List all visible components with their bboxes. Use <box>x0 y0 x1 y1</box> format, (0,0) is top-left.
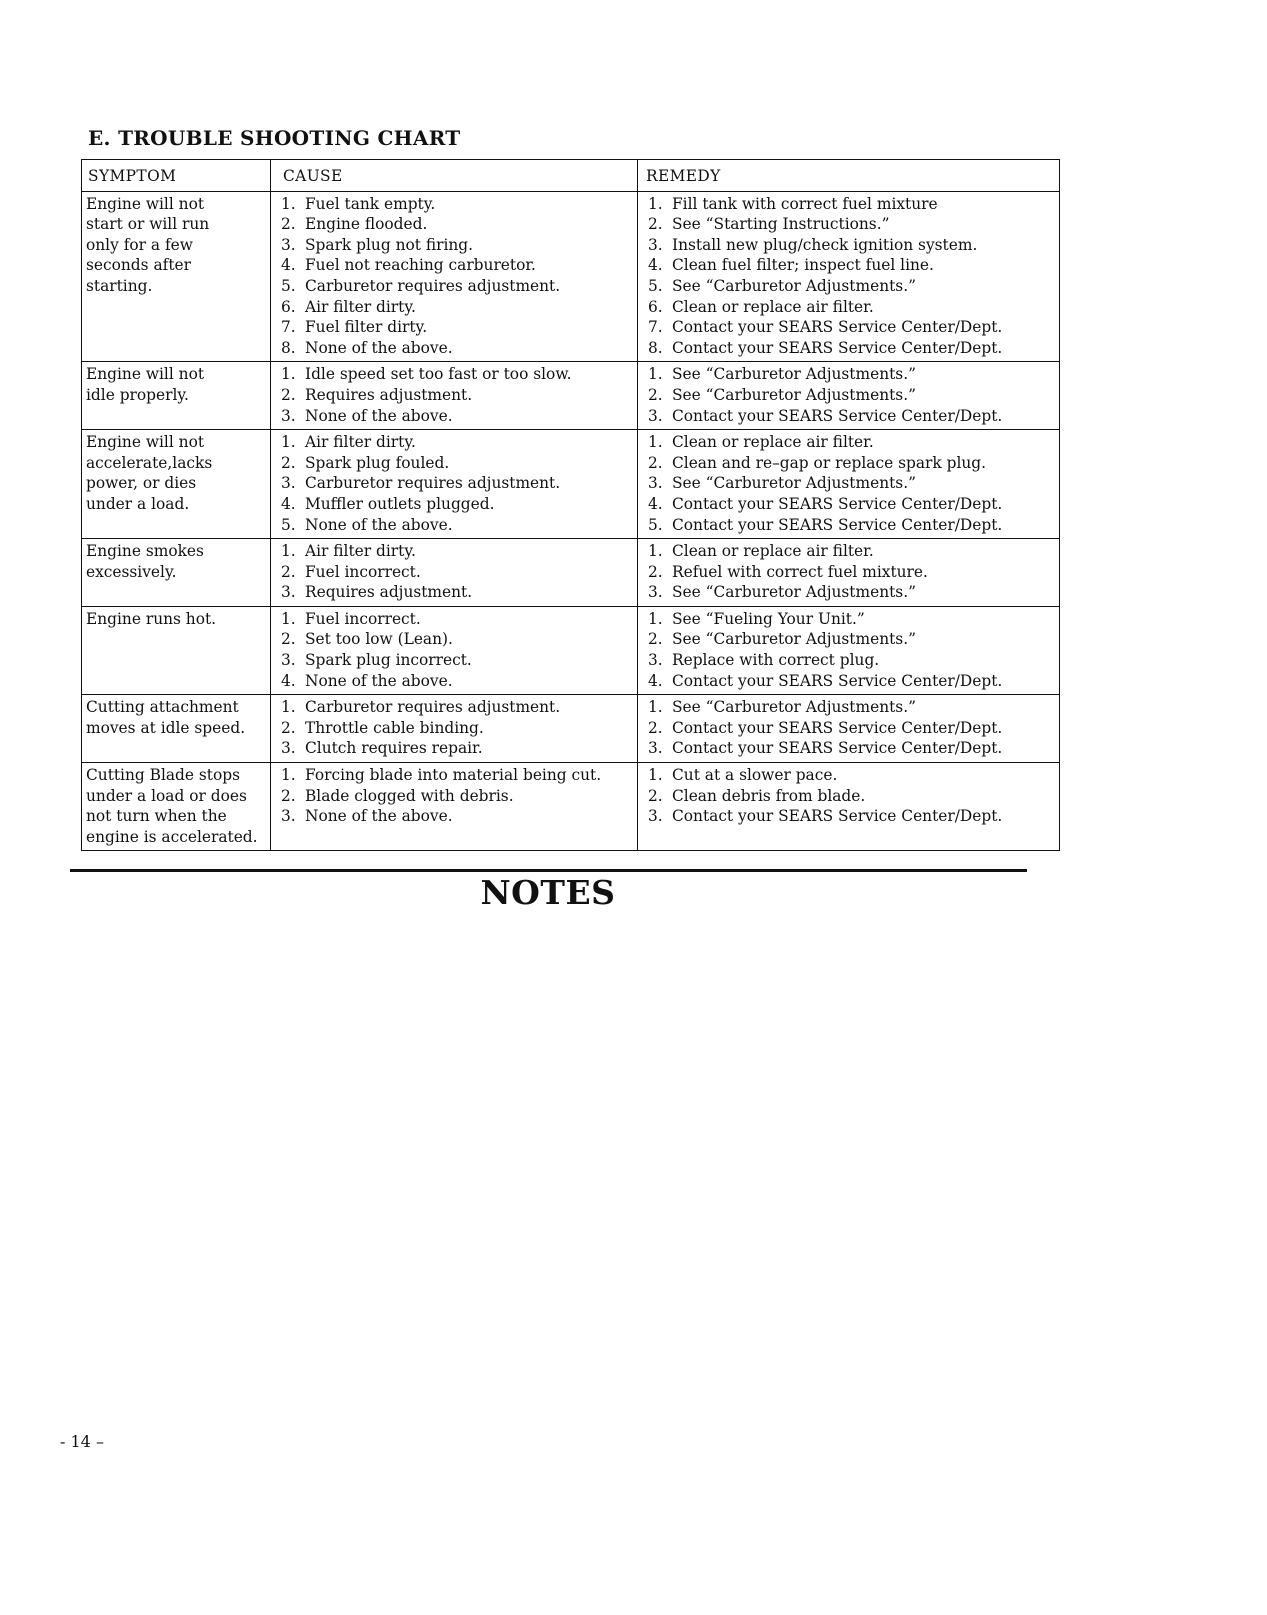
cause-item-number: 1. <box>281 766 296 785</box>
remedy-item-text: Contact your SEARS Service Center/Dept. <box>672 318 1003 337</box>
symptom-cell <box>82 695 271 763</box>
cause-cell <box>271 539 638 607</box>
symptom-line: idle properly. <box>86 385 189 404</box>
cause-item <box>281 235 633 256</box>
remedy-item <box>648 214 1055 235</box>
cause-item-text: Fuel incorrect. <box>305 562 421 581</box>
remedy-item-number: 7. <box>648 318 663 337</box>
remedy-item <box>648 494 1055 515</box>
remedy-list <box>648 194 1055 359</box>
remedy-item-text: Clean fuel filter; inspect fuel line. <box>672 256 934 275</box>
cause-item-text: Engine flooded. <box>305 215 428 234</box>
symptom-line: seconds after <box>86 256 191 275</box>
cause-item-text: None of the above. <box>305 406 453 425</box>
cause-item-text: Muffler outlets plugged. <box>305 494 495 513</box>
symptom-line: Cutting attachment <box>86 698 239 717</box>
remedy-item <box>648 806 1055 827</box>
cause-item <box>281 338 633 359</box>
remedy-item <box>648 582 1055 603</box>
remedy-item <box>648 697 1055 718</box>
remedy-item <box>648 718 1055 739</box>
cause-item-number: 3. <box>281 739 296 758</box>
cause-item-text: Carburetor requires adjustment. <box>305 276 561 295</box>
symptom-cell <box>82 606 271 694</box>
remedy-item-text: Contact your SEARS Service Center/Dept. <box>672 406 1003 425</box>
remedy-item <box>648 786 1055 807</box>
remedy-item-text: Clean or replace air filter. <box>672 542 874 561</box>
cause-item-text: Air filter dirty. <box>305 433 416 452</box>
remedy-item-number: 3. <box>648 474 663 493</box>
remedy-item-number: 1. <box>648 433 663 452</box>
remedy-item-number: 3. <box>648 651 663 670</box>
cause-item-text: Throttle cable binding. <box>305 718 484 737</box>
symptom-line: excessively. <box>86 562 177 581</box>
remedy-item-number: 6. <box>648 297 663 316</box>
cause-item <box>281 629 633 650</box>
remedy-item <box>648 671 1055 692</box>
table-body <box>82 191 1060 851</box>
remedy-item-text: Contact your SEARS Service Center/Dept. <box>672 515 1003 534</box>
remedy-item <box>648 194 1055 215</box>
remedy-item-number: 5. <box>648 515 663 534</box>
symptom-line: power, or dies <box>86 474 197 493</box>
cause-item-number: 1. <box>281 365 296 384</box>
cause-item-text: Air filter dirty. <box>305 542 416 561</box>
symptom-line: starting. <box>86 276 153 295</box>
remedy-cell <box>638 763 1060 851</box>
remedy-item-text: See “Carburetor Adjustments.” <box>672 583 916 602</box>
remedy-item <box>648 765 1055 786</box>
remedy-item-number: 2. <box>648 215 663 234</box>
cause-item-text: Fuel not reaching carburetor. <box>305 256 536 275</box>
section-title: E. TROUBLE SHOOTING CHART <box>88 126 461 150</box>
cause-item <box>281 473 633 494</box>
cause-item-text: None of the above. <box>305 515 453 534</box>
cause-item <box>281 515 633 536</box>
table-header-row <box>82 160 1060 192</box>
remedy-item <box>648 738 1055 759</box>
remedy-item-text: See “Starting Instructions.” <box>672 215 890 234</box>
cause-item-number: 2. <box>281 562 296 581</box>
remedy-item-number: 2. <box>648 562 663 581</box>
cause-list <box>281 364 633 426</box>
cause-list <box>281 697 633 759</box>
remedy-item <box>648 255 1055 276</box>
symptom-cell <box>82 539 271 607</box>
remedy-item-text: Contact your SEARS Service Center/Dept. <box>672 739 1003 758</box>
cause-item-number: 1. <box>281 698 296 717</box>
remedy-cell <box>638 430 1060 539</box>
cause-item <box>281 453 633 474</box>
cause-item-text: None of the above. <box>305 807 453 826</box>
cause-item-number: 3. <box>281 583 296 602</box>
header-remedy: REMEDY <box>638 160 1060 192</box>
symptom-cell <box>82 362 271 430</box>
symptom-line: Cutting Blade stops <box>86 766 240 785</box>
remedy-cell <box>638 362 1060 430</box>
cause-item <box>281 432 633 453</box>
cause-item-number: 4. <box>281 256 296 275</box>
cause-item-text: Forcing blade into material being cut. <box>305 766 602 785</box>
cause-item-number: 6. <box>281 297 296 316</box>
cause-list <box>281 609 633 691</box>
remedy-item <box>648 453 1055 474</box>
cause-item <box>281 317 633 338</box>
cause-item <box>281 214 633 235</box>
section-divider <box>70 869 1027 872</box>
remedy-item-number: 3. <box>648 406 663 425</box>
page-number: - 14 – <box>60 1432 104 1451</box>
table-row <box>82 362 1060 430</box>
cause-item <box>281 494 633 515</box>
remedy-item-text: Contact your SEARS Service Center/Dept. <box>672 338 1003 357</box>
cause-item <box>281 385 633 406</box>
remedy-item-number: 1. <box>648 766 663 785</box>
cause-item-number: 4. <box>281 671 296 690</box>
cause-item-text: Set too low (Lean). <box>305 630 453 649</box>
cause-item-number: 1. <box>281 542 296 561</box>
remedy-item <box>648 650 1055 671</box>
remedy-cell <box>638 606 1060 694</box>
symptom-line: Engine smokes <box>86 542 204 561</box>
cause-item-text: None of the above. <box>305 671 453 690</box>
remedy-cell <box>638 191 1060 362</box>
remedy-item-text: Fill tank with correct fuel mixture <box>672 194 938 213</box>
cause-item <box>281 276 633 297</box>
remedy-item <box>648 432 1055 453</box>
remedy-item-text: Clean and re–gap or replace spark plug. <box>672 453 987 472</box>
remedy-item-number: 1. <box>648 698 663 717</box>
cause-item-number: 3. <box>281 807 296 826</box>
cause-item-text: Fuel incorrect. <box>305 609 421 628</box>
trouble-shooting-table <box>81 159 1060 851</box>
cause-list <box>281 765 633 827</box>
remedy-item-text: Refuel with correct fuel mixture. <box>672 562 928 581</box>
cause-item-number: 7. <box>281 318 296 337</box>
remedy-cell <box>638 695 1060 763</box>
symptom-line: start or will run <box>86 215 210 234</box>
remedy-item-number: 5. <box>648 276 663 295</box>
cause-item-text: Spark plug incorrect. <box>305 651 472 670</box>
cause-item-text: Blade clogged with debris. <box>305 786 514 805</box>
remedy-item <box>648 317 1055 338</box>
cause-item <box>281 541 633 562</box>
remedy-item <box>648 541 1055 562</box>
remedy-item <box>648 515 1055 536</box>
symptom-line: engine is accelerated. <box>86 827 258 846</box>
remedy-item <box>648 297 1055 318</box>
symptom-line: Engine runs hot. <box>86 609 217 628</box>
cause-item <box>281 786 633 807</box>
remedy-item-text: Contact your SEARS Service Center/Dept. <box>672 494 1003 513</box>
cause-item-number: 1. <box>281 194 296 213</box>
remedy-item <box>648 609 1055 630</box>
remedy-item-number: 2. <box>648 630 663 649</box>
cause-list <box>281 194 633 359</box>
symptom-cell <box>82 763 271 851</box>
remedy-item-text: See “Carburetor Adjustments.” <box>672 630 916 649</box>
remedy-list <box>648 364 1055 426</box>
remedy-item-text: Install new plug/check ignition system. <box>672 235 978 254</box>
cause-item <box>281 671 633 692</box>
cause-item-number: 2. <box>281 630 296 649</box>
cause-item-number: 4. <box>281 494 296 513</box>
cause-item <box>281 718 633 739</box>
cause-item-text: Idle speed set too fast or too slow. <box>305 365 572 384</box>
cause-item <box>281 562 633 583</box>
remedy-item-number: 4. <box>648 671 663 690</box>
cause-item <box>281 609 633 630</box>
cause-item <box>281 738 633 759</box>
cause-item-number: 3. <box>281 235 296 254</box>
remedy-item-number: 4. <box>648 494 663 513</box>
remedy-item-number: 1. <box>648 609 663 628</box>
remedy-item <box>648 385 1055 406</box>
symptom-cell <box>82 430 271 539</box>
cause-item-number: 2. <box>281 215 296 234</box>
remedy-item <box>648 235 1055 256</box>
cause-cell <box>271 362 638 430</box>
cause-item-text: Carburetor requires adjustment. <box>305 474 561 493</box>
remedy-item-text: Contact your SEARS Service Center/Dept. <box>672 807 1003 826</box>
symptom-line: Engine will not <box>86 365 205 384</box>
table-row <box>82 430 1060 539</box>
cause-item-text: Clutch requires repair. <box>305 739 483 758</box>
remedy-list <box>648 541 1055 603</box>
symptom-line: under a load or does <box>86 786 247 805</box>
remedy-item-number: 2. <box>648 453 663 472</box>
remedy-item-text: See “Fueling Your Unit.” <box>672 609 865 628</box>
cause-item-text: Requires adjustment. <box>305 583 473 602</box>
remedy-item-text: See “Carburetor Adjustments.” <box>672 276 916 295</box>
cause-item <box>281 765 633 786</box>
cause-cell <box>271 606 638 694</box>
remedy-list <box>648 697 1055 759</box>
cause-cell <box>271 430 638 539</box>
remedy-item <box>648 338 1055 359</box>
symptom-line: only for a few <box>86 235 193 254</box>
cause-item-text: Carburetor requires adjustment. <box>305 698 561 717</box>
cause-item-text: Fuel tank empty. <box>305 194 436 213</box>
cause-item-number: 1. <box>281 609 296 628</box>
cause-item-number: 5. <box>281 515 296 534</box>
remedy-item-number: 8. <box>648 338 663 357</box>
remedy-item <box>648 473 1055 494</box>
remedy-item-text: Clean or replace air filter. <box>672 297 874 316</box>
cause-item-number: 3. <box>281 406 296 425</box>
remedy-item-number: 2. <box>648 786 663 805</box>
table-row <box>82 695 1060 763</box>
symptom-line: Engine will not <box>86 433 205 452</box>
remedy-item-text: Replace with correct plug. <box>672 651 880 670</box>
cause-item <box>281 194 633 215</box>
remedy-item-number: 4. <box>648 256 663 275</box>
remedy-item-number: 1. <box>648 194 663 213</box>
table-row <box>82 539 1060 607</box>
cause-item-text: Fuel filter dirty. <box>305 318 428 337</box>
remedy-item-text: See “Carburetor Adjustments.” <box>672 385 916 404</box>
cause-item-number: 2. <box>281 385 296 404</box>
cause-item-text: None of the above. <box>305 338 453 357</box>
cause-item <box>281 697 633 718</box>
header-symptom: SYMPTOM <box>82 160 271 192</box>
symptom-line: moves at idle speed. <box>86 718 246 737</box>
table-row <box>82 606 1060 694</box>
remedy-item-text: Cut at a slower pace. <box>672 766 838 785</box>
remedy-item-number: 2. <box>648 718 663 737</box>
cause-item <box>281 406 633 427</box>
remedy-item-number: 3. <box>648 235 663 254</box>
cause-cell <box>271 191 638 362</box>
cause-item-number: 3. <box>281 474 296 493</box>
cause-list <box>281 541 633 603</box>
symptom-line: Engine will not <box>86 194 205 213</box>
remedy-item-text: See “Carburetor Adjustments.” <box>672 474 916 493</box>
table-row <box>82 763 1060 851</box>
cause-item <box>281 650 633 671</box>
symptom-line: under a load. <box>86 494 190 513</box>
cause-item-number: 2. <box>281 453 296 472</box>
remedy-list <box>648 432 1055 535</box>
cause-item <box>281 806 633 827</box>
cause-item-number: 3. <box>281 651 296 670</box>
remedy-item-number: 3. <box>648 739 663 758</box>
cause-list <box>281 432 633 535</box>
table-row <box>82 191 1060 362</box>
cause-item-number: 1. <box>281 433 296 452</box>
cause-item-text: Air filter dirty. <box>305 297 416 316</box>
remedy-item <box>648 406 1055 427</box>
cause-item-text: Spark plug fouled. <box>305 453 450 472</box>
remedy-item-text: Clean or replace air filter. <box>672 433 874 452</box>
cause-item-number: 2. <box>281 786 296 805</box>
remedy-item-number: 1. <box>648 365 663 384</box>
cause-item-text: Requires adjustment. <box>305 385 473 404</box>
cause-item-number: 8. <box>281 338 296 357</box>
remedy-item-number: 3. <box>648 583 663 602</box>
remedy-item <box>648 364 1055 385</box>
cause-item <box>281 582 633 603</box>
remedy-item-number: 1. <box>648 542 663 561</box>
symptom-cell <box>82 191 271 362</box>
remedy-item-text: Clean debris from blade. <box>672 786 866 805</box>
cause-item <box>281 297 633 318</box>
header-cause: CAUSE <box>271 160 638 192</box>
remedy-item <box>648 629 1055 650</box>
cause-item <box>281 255 633 276</box>
cause-item <box>281 364 633 385</box>
cause-item-number: 2. <box>281 718 296 737</box>
remedy-item-text: See “Carburetor Adjustments.” <box>672 698 916 717</box>
remedy-item-text: Contact your SEARS Service Center/Dept. <box>672 718 1003 737</box>
cause-cell <box>271 695 638 763</box>
symptom-line: not turn when the <box>86 807 227 826</box>
notes-title: NOTES <box>480 873 616 912</box>
remedy-item-number: 2. <box>648 385 663 404</box>
remedy-item <box>648 562 1055 583</box>
remedy-item-text: Contact your SEARS Service Center/Dept. <box>672 671 1003 690</box>
remedy-list <box>648 765 1055 827</box>
cause-item-number: 5. <box>281 276 296 295</box>
cause-item-text: Spark plug not firing. <box>305 235 474 254</box>
remedy-item <box>648 276 1055 297</box>
remedy-cell <box>638 539 1060 607</box>
remedy-list <box>648 609 1055 691</box>
symptom-line: accelerate,lacks <box>86 453 213 472</box>
remedy-item-text: See “Carburetor Adjustments.” <box>672 365 916 384</box>
remedy-item-number: 3. <box>648 807 663 826</box>
cause-cell <box>271 763 638 851</box>
